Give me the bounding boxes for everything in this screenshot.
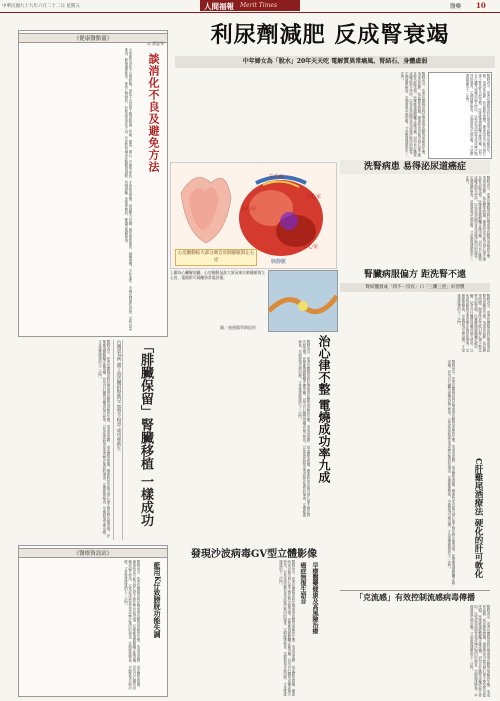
article-body: 大家都有消化不良的經驗。消化不良是指上腹部脹滿、疼痛、噯氣、噁心、早飽等症狀，多與飲食習慣、情緒壓力有關。避免暴飲暴食，細嚼慢嚥，少吃油炸、辛辣及刺激性食物，定時定量進食，飯後適度散步，保持心情愉快，有助改善消化不良。若症狀持續或伴隨體重減輕、吞嚥困難、黑便等警訊，應儘早就醫檢查。 xyxy=(123,48,132,331)
lead-sidebar xyxy=(428,72,492,159)
heart-illustration xyxy=(170,162,337,269)
health-column-box xyxy=(18,30,168,337)
remedy-body-area xyxy=(340,294,490,354)
lead-body: 醫師表示，患者長期服用利尿劑會導致體內電解質失衡，造成低血鉀、低血鈉等問題，嚴重時更可能引發心律不整及腎功能受損。民眾應遵循醫囑正確用藥，切勿自行購買成藥或偏方使用，以免延誤病情並造成無法挽回的傷害。定期健康檢查，早期發現早期治療，才是維護健康的不二法門。 xyxy=(399,72,425,157)
ablation-graphic xyxy=(269,271,337,331)
lead-subhead: 中年婦女為「脫水」20年天天吃 電解質異常痛風、腎結石、身體虛弱 xyxy=(175,56,495,68)
label-note: 心房顫動較大部分源自於肺靜脈與左心房 xyxy=(175,249,257,266)
author: ◎ 潘姿琴 xyxy=(147,41,164,46)
hepatitis-headline: C肝雞尾酒療法 硬化的肝可軟化 xyxy=(473,458,483,579)
news-headline: 藍用K仔致膀胱功能失調 xyxy=(153,562,162,639)
urinary-body: 醫師表示，患者長期服用利尿劑會導致體內電解質失衡，造成低血鉀、低血鈉等問題，嚴重時更可能引發心律不整及腎功能受損。民眾應遵循醫囑正確用藥，切勿自行購買成藥或偏方使用，以免延誤病情並造成無法挽回的傷害。定期健康檢查，早期發現早期治療，才是維護健康的不二法門。 xyxy=(464,176,490,261)
norovirus-body-area xyxy=(170,560,295,698)
page-number: 10 xyxy=(476,1,486,10)
masthead-en: Merit Times xyxy=(240,2,278,9)
news-box xyxy=(18,545,168,697)
arrhythmia-body-area xyxy=(170,340,310,520)
kidney-body: 醫師表示，患者長期服用利尿劑會導致體內電解質失衡，造成低血鉀、低血鈉等問題，嚴重時更可能引發心律不整及腎功能受損。民眾應遵循醫囑正確用藥，切勿自行購買成藥或偏方使用，以免延誤病情並造成無法挽回的傷害。定期健康檢查，早期發現早期治療，才是維護健康的不二法門。 xyxy=(97,340,110,538)
news-box-title: 《醫療資訊站》 xyxy=(19,548,167,558)
label-right-ventricle: 右心室 xyxy=(303,244,319,250)
lead-sidebar-text: 醫師表示，患者長期服用利尿劑會導致體內電解質失衡，造成低血鉀、低血鈉等問題，嚴重時更可能引發心律不整及腎功能受損。民眾應遵循醫囑正確用藥，切勿自行購買成藥或偏方使用，以免延誤病情並造成無法挽回的傷害。定期健康檢查，早期發現早期治療，才是維護健康的不二法門。 xyxy=(464,74,490,156)
arrhythmia-headline: 治心律不整 電燒成功率九成 xyxy=(317,335,331,484)
news-body: 醫師表示，患者長期服用利尿劑會導致體內電解質失衡，造成低血鉀、低血鈉等問題，嚴重時更可能引發心律不整及腎功能受損。民眾應遵循醫囑正確用藥，切勿自行購買成藥或偏方使用，以免延誤病情並造成無法挽回的傷害。定期健康檢查，早期發現早期治療，才是維護健康的不二法門。 xyxy=(123,560,140,690)
ablation-photo xyxy=(268,270,338,332)
heart-credit: 圖／連邊醫學網提供 xyxy=(220,325,256,330)
heart-caption: 上圖為心臟解剖圖，心房顫動是最大原因來自肺靜脈與左心房，電燒術可隔離異常電訊號。 xyxy=(170,270,265,280)
tamiflu-body: 醫師表示，患者長期服用利尿劑會導致體內電解質失衡，造成低血鉀、低血鈉等問題，嚴重時更可能引發心律不整及腎功能受損。民眾應遵循醫囑正確用藥，切勿自行購買成藥或偏方使用，以免延誤病情並造成無法挽回的傷害。定期健康檢查，早期發現早期治療，才是維護健康的不二法門。 xyxy=(469,605,490,697)
tamiflu-headline: 「克流感」有效控制流感病毒傳播 xyxy=(340,590,490,604)
norovirus-body: 醫師表示，患者長期服用利尿劑會導致體內電解質失衡，造成低血鉀、低血鈉等問題，嚴重時更可能引發心律不整及腎功能受損。民眾應遵循醫囑正確用藥，切勿自行購買成藥或偏方使用，以免延誤病情並造成無法挽回的傷害。定期健康檢查，早期發現早期治療，才是維護健康的不二法門。 xyxy=(278,560,295,696)
column-headline: 談消化不良及避免方法 xyxy=(147,53,160,173)
urinary-body-area xyxy=(340,176,490,264)
side-headline-2: 早療醫藥健康及高風險治療 xyxy=(311,562,318,634)
lead-body-area xyxy=(170,72,425,160)
box-title: 《健康醫點靈》 xyxy=(19,33,167,43)
remedy-body: 醫師表示，患者長期服用利尿劑會導致體內電解質失衡，造成低血鉀、低血鈉等問題，嚴重時更可能引發心律不整及腎功能受損。民眾應遵循醫囑正確用藥，切勿自行購買成藥或偏方使用，以免延誤病情並造成無法挽回的傷害。定期健康檢查，早期發現早期治療，才是維護健康的不二法門。 xyxy=(456,294,490,352)
hepatitis-body: 醫師表示，患者長期服用利尿劑會導致體內電解質失衡，造成低血鉀、低血鈉等問題，嚴重時更可能引發心律不整及腎功能受損。民眾應遵循醫囑正確用藥，切勿自行購買成藥或偏方使用，以免延誤病情並造成無法挽回的傷害。定期健康檢查，早期發現早期治療，才是維護健康的不二法門。 xyxy=(446,360,455,585)
hepatitis-body-area xyxy=(340,360,455,585)
masthead-banner xyxy=(200,0,300,11)
label-left-ventricle: 左心室 xyxy=(306,194,322,200)
arrhythmia-body: 醫師表示，患者長期服用利尿劑會導致體內電解質失衡，造成低血鉀、低血鈉等問題，嚴重時更可能引發心律不整及腎功能受損。民眾應遵循醫囑正確用藥，切勿自行購買成藥或偏方使用，以免延誤病情並造成無法挽回的傷害。定期健康檢查，早期發現早期治療，才是維護健康的不二法門。 xyxy=(297,340,310,517)
tamiflu-body-area xyxy=(340,605,490,697)
kidney-subtitle: 台灣第2例 謝丁貴活體捐腎救兄 血型不相容 成功重新生 xyxy=(113,340,123,540)
side-headline-1: 癌症無復生語音 xyxy=(299,562,306,604)
lead-headline: 利尿劑減肥 反成腎衰竭 xyxy=(210,22,450,48)
remedy-subhead: 腎結鹽發成「四不一沒有」口「三離三控」好習慣 xyxy=(340,283,490,292)
masthead: 人間福報 xyxy=(204,2,234,11)
kidney-headline: 「腓臟保留」腎臟移植 一樣成功 xyxy=(138,340,153,527)
label-left-atrium: 左心房 xyxy=(269,174,285,180)
section-label: 醫藥 xyxy=(450,4,462,10)
remedy-headline: 腎臟病服偏方 距洗腎不遠 xyxy=(363,270,467,280)
label-right-atrium: 右心房 xyxy=(241,206,257,212)
kidney-feature xyxy=(18,340,166,540)
date-line: 中華民國九十九年六月二十二日 星期五 xyxy=(2,4,80,9)
urinary-headline: 洗腎病患 易得泌尿道癌症 xyxy=(340,160,490,174)
norovirus-headline: 發現沙波病毒GV型立體影像 xyxy=(190,549,318,560)
label-pulmonary-vein: 肺靜脈 xyxy=(271,259,287,265)
header-rule xyxy=(0,12,500,13)
